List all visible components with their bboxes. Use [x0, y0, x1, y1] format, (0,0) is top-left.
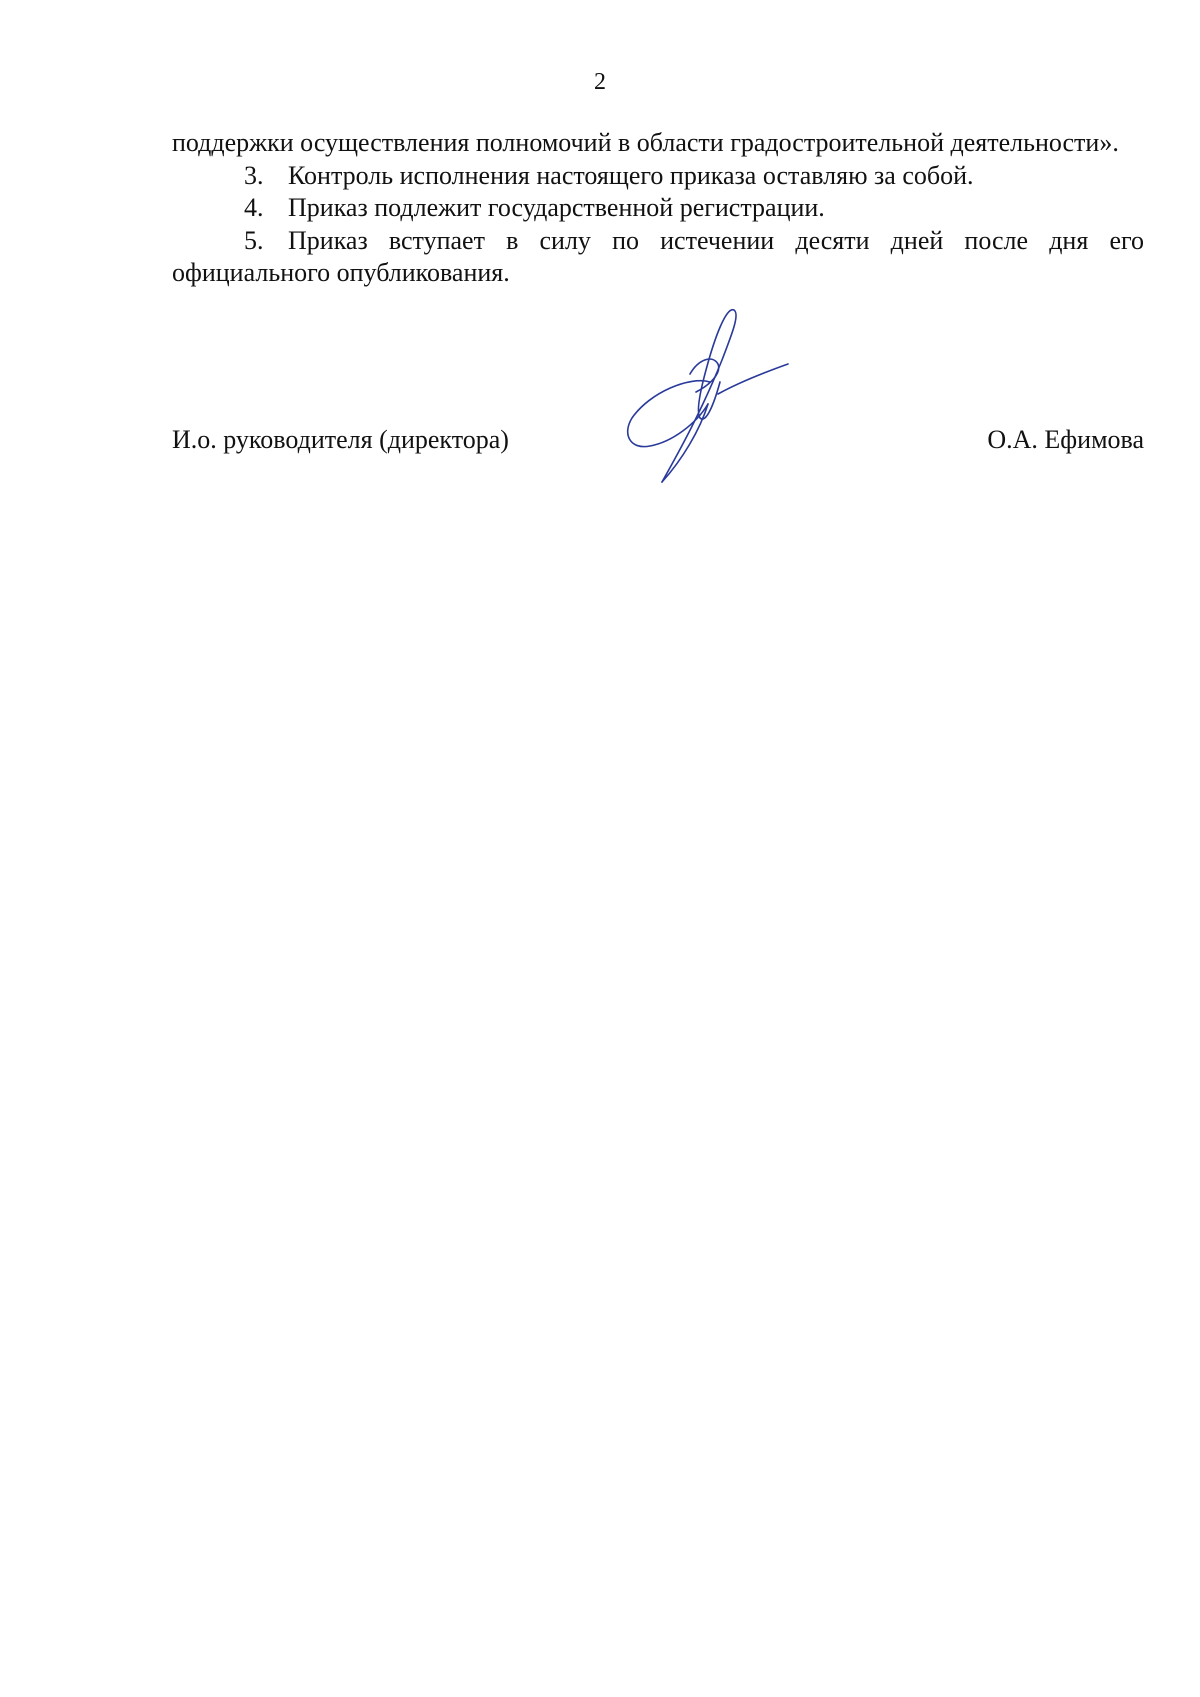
order-item-4 [172, 192, 1144, 225]
order-item-text: Контроль исполнения настоящего приказа оставляю за собой. [288, 160, 974, 190]
document-body [172, 127, 1144, 290]
order-item-text: Приказ вступает в силу по истечении десяти дней после дня его официального опубликования. [172, 225, 1144, 287]
order-item-text: Приказ подлежит государственной регистрации. [288, 193, 825, 222]
page-number: 2 [594, 69, 606, 95]
order-item-5 [172, 225, 1144, 290]
handwritten-signature-icon [610, 300, 800, 490]
order-item-number: 3. [244, 160, 264, 190]
order-item-number: 5. [244, 225, 264, 255]
signatory-name: О.А. Ефимова [987, 425, 1144, 454]
order-item-3 [172, 160, 1144, 193]
order-item-number: 4. [244, 193, 264, 222]
continuation-paragraph: поддержки осуществления полномочий в области градостроительной деятельности». [172, 128, 1119, 157]
signatory-position: И.о. руководителя (директора) [172, 425, 509, 454]
